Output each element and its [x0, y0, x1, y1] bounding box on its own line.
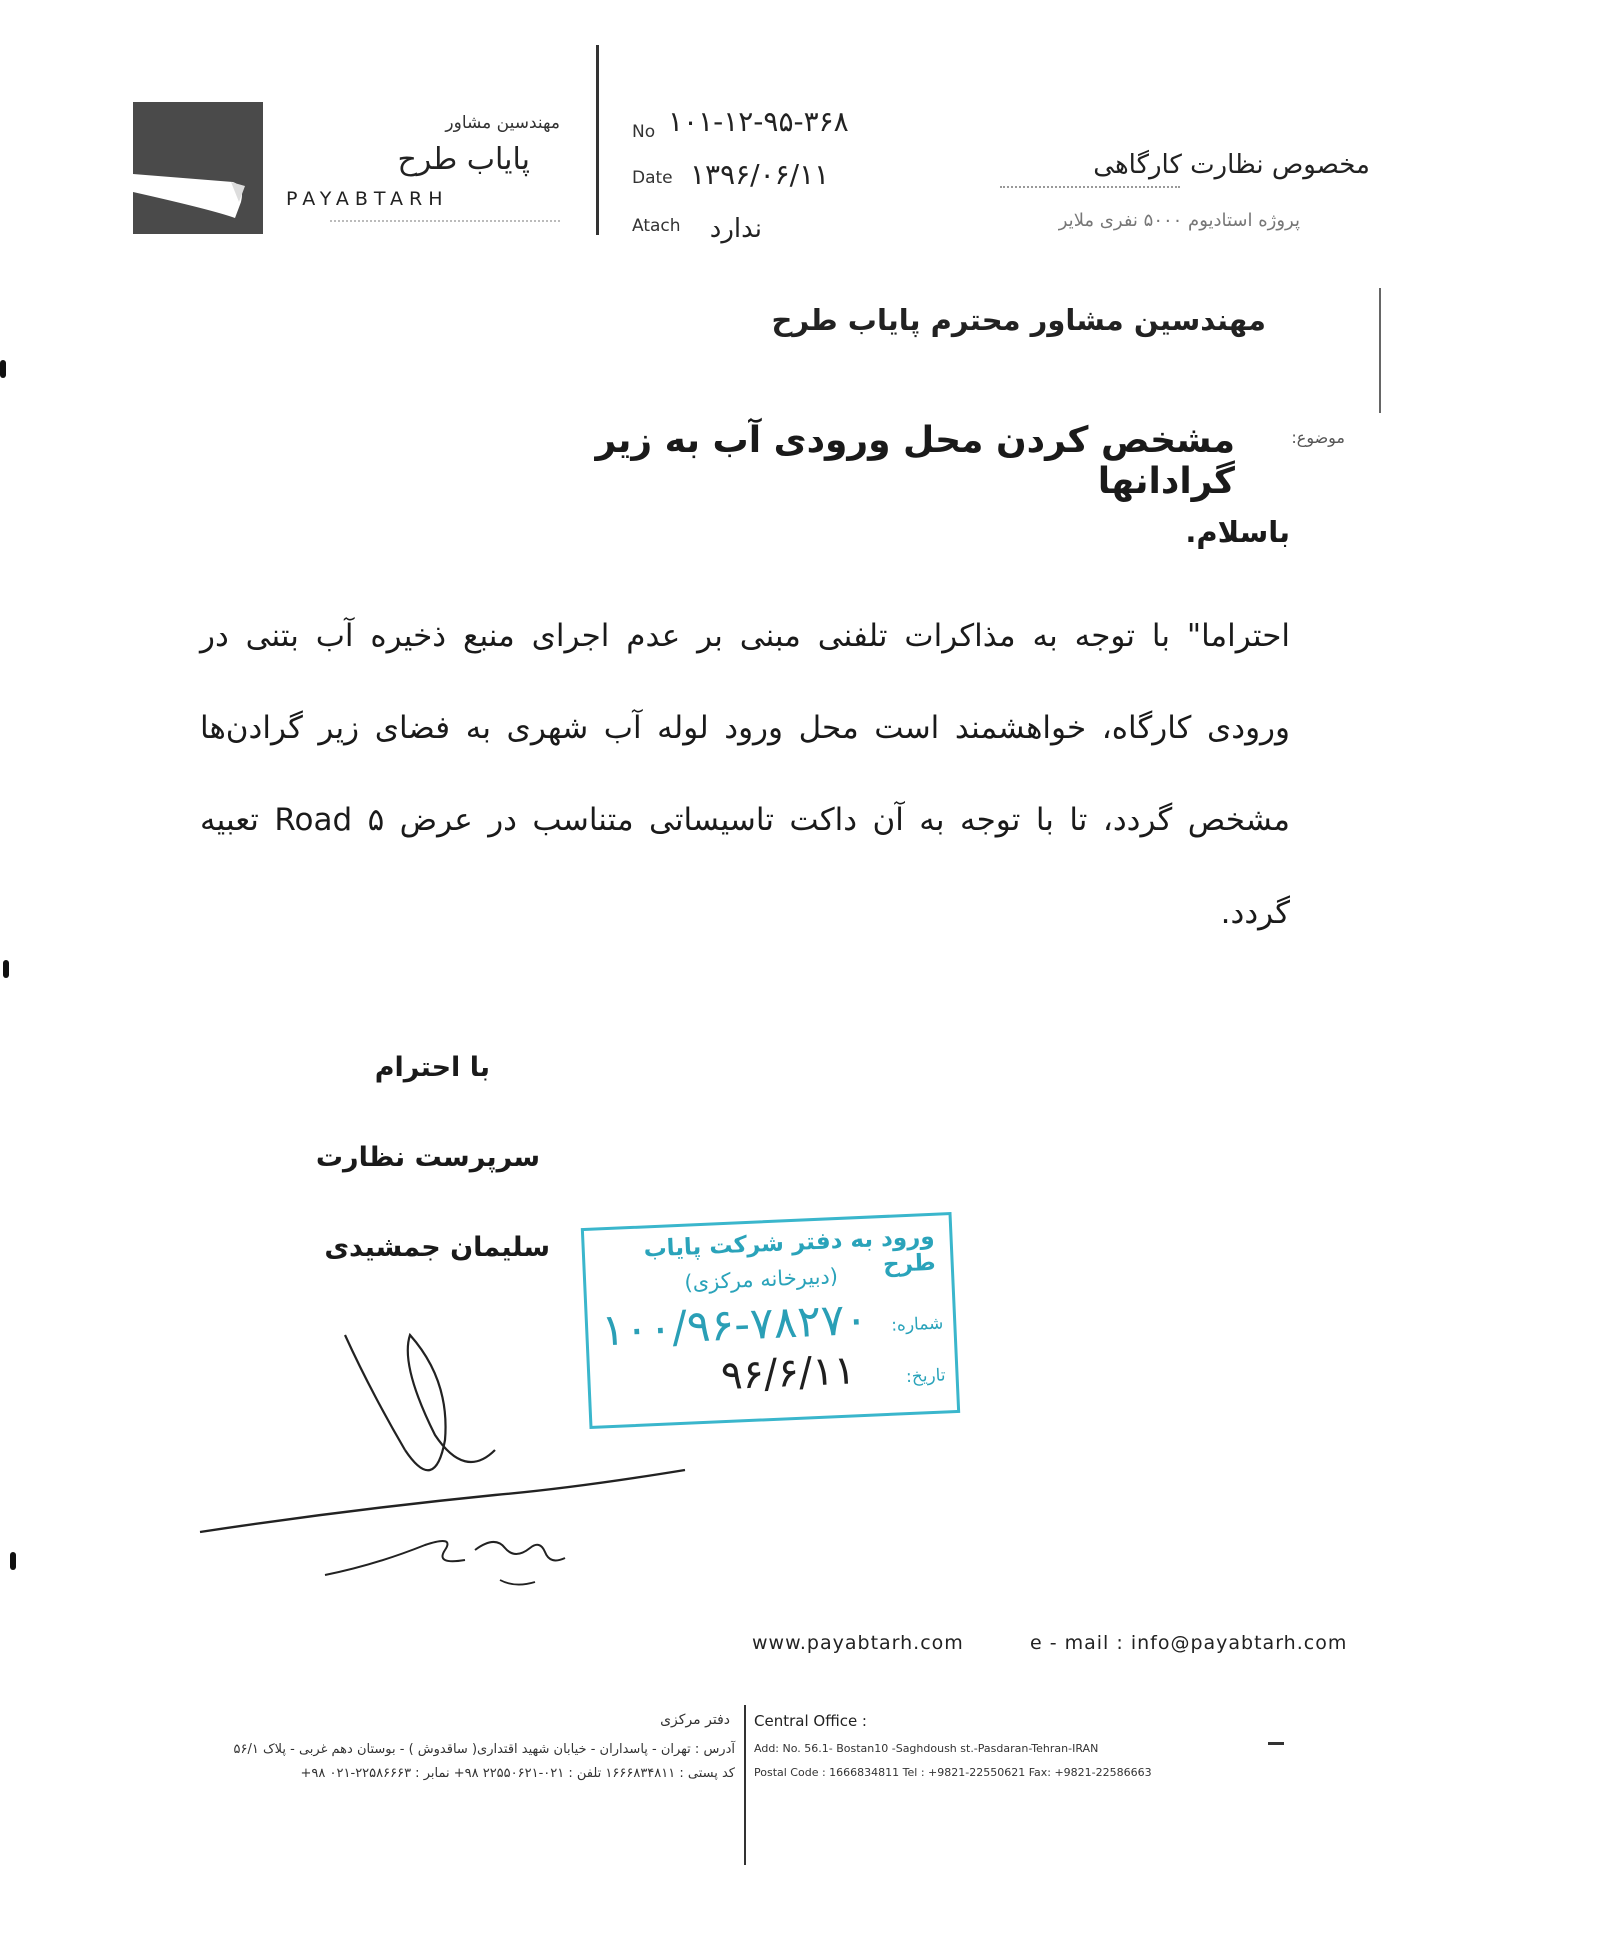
logo-name-fa: پایاب طرح	[397, 142, 530, 177]
signer-title: سرپرست نظارت	[315, 1142, 540, 1173]
logo-emblem-icon	[133, 102, 263, 234]
stamp-title: ورود به دفتر شرکت پایاب طرح	[643, 1223, 937, 1279]
office-phone-en: Postal Code : 1666834811 Tel : +9821-22550621 Fax: +9821-22586663	[754, 1766, 1152, 1779]
logo-name-en: PAYABTARH	[286, 188, 449, 210]
office-title-en: Central Office :	[754, 1712, 867, 1730]
greeting: باسلام.	[1185, 515, 1290, 549]
company-logo	[133, 102, 263, 234]
stamp-date-label: تاریخ:	[905, 1365, 946, 1388]
addressee: مهندسین مشاور محترم پایاب طرح	[771, 303, 1266, 337]
paragraph-line: ورودی کارگاه، خواهشمند است محل ورود لوله آب شهری به فضای زیر گرادن‌ها	[200, 710, 1290, 746]
subject: مشخص کردن محل ورودی آب به زیر گرادانها	[595, 420, 1235, 502]
paragraph-line: مشخص گردد، تا با توجه به آن داکت تاسیساتی متناسب در عرض ۵ Road تعبیه	[200, 802, 1290, 838]
margin-line	[1379, 288, 1381, 413]
attach-value: ندارد	[709, 214, 762, 244]
letter-number: ۱۰۱-۱۲-۹۵-۳۶۸	[668, 105, 849, 138]
stamp-subtitle: (دبیرخانه مرکزی)	[683, 1264, 839, 1295]
subject-label: موضوع:	[1291, 428, 1345, 447]
attach-label: Atach	[632, 216, 681, 236]
project-line: پروژه استادیوم ۵۰۰۰ نفری ملایر	[1058, 210, 1300, 231]
signer-name: سلیمان جمشیدی	[324, 1232, 550, 1263]
header-divider	[596, 45, 599, 235]
email-link[interactable]: e - mail : info@payabtarh.com	[1030, 1632, 1348, 1654]
special-underline	[1000, 186, 1180, 188]
no-label: No	[632, 122, 656, 142]
office-title-fa: دفتر مرکزی	[660, 1712, 730, 1728]
letter-date: ۱۳۹۶/۰۶/۱۱	[690, 158, 830, 191]
logo-subtitle: مهندسین مشاور	[445, 113, 560, 133]
scan-mark	[0, 360, 6, 378]
stamp-number-label: شماره:	[890, 1313, 944, 1336]
special-title: مخصوص نظارت کارگاهی	[1093, 150, 1370, 180]
date-label: Date	[632, 168, 673, 188]
office-address-en: Add: No. 56.1- Bostan10 -Saghdoush st.-Pasdaran-Tehran-IRAN	[754, 1742, 1099, 1755]
scan-mark	[10, 1552, 16, 1570]
receipt-stamp	[581, 1212, 960, 1429]
footer-dash	[1268, 1742, 1284, 1745]
paragraph-line: احتراما" با توجه به مذاکرات تلفنی مبنی بر عدم اجرای منبع ذخیره آب بتنی در	[200, 618, 1290, 654]
office-address-fa: آدرس : تهران - پاسداران - خیابان شهید اقتداری( ساقدوش ) - بوستان دهم غربی - پلاک ۵۶/۱	[233, 1742, 735, 1757]
stamp-date: ۹۶/۶/۱۱	[720, 1347, 857, 1400]
paragraph-last-line: گردد.	[1220, 895, 1290, 931]
website-link[interactable]: www.payabtarh.com	[752, 1632, 964, 1654]
scan-mark	[3, 960, 9, 978]
stamp-number: ۱۰۰/۹۶-۷۸۲۷۰	[600, 1293, 870, 1357]
office-phone-fa: کد پستی : ۱۶۶۶۸۳۴۸۱۱ تلفن : ۰۲۱-۲۲۵۵۰۶۲۱ ۹۸+ نمابر : ۲۲۵۸۶۶۶۳-۰۲۱ ۹۸+	[300, 1766, 735, 1781]
footer-divider	[744, 1705, 746, 1865]
closing: با احترام	[374, 1052, 490, 1083]
logo-underline	[330, 220, 560, 224]
